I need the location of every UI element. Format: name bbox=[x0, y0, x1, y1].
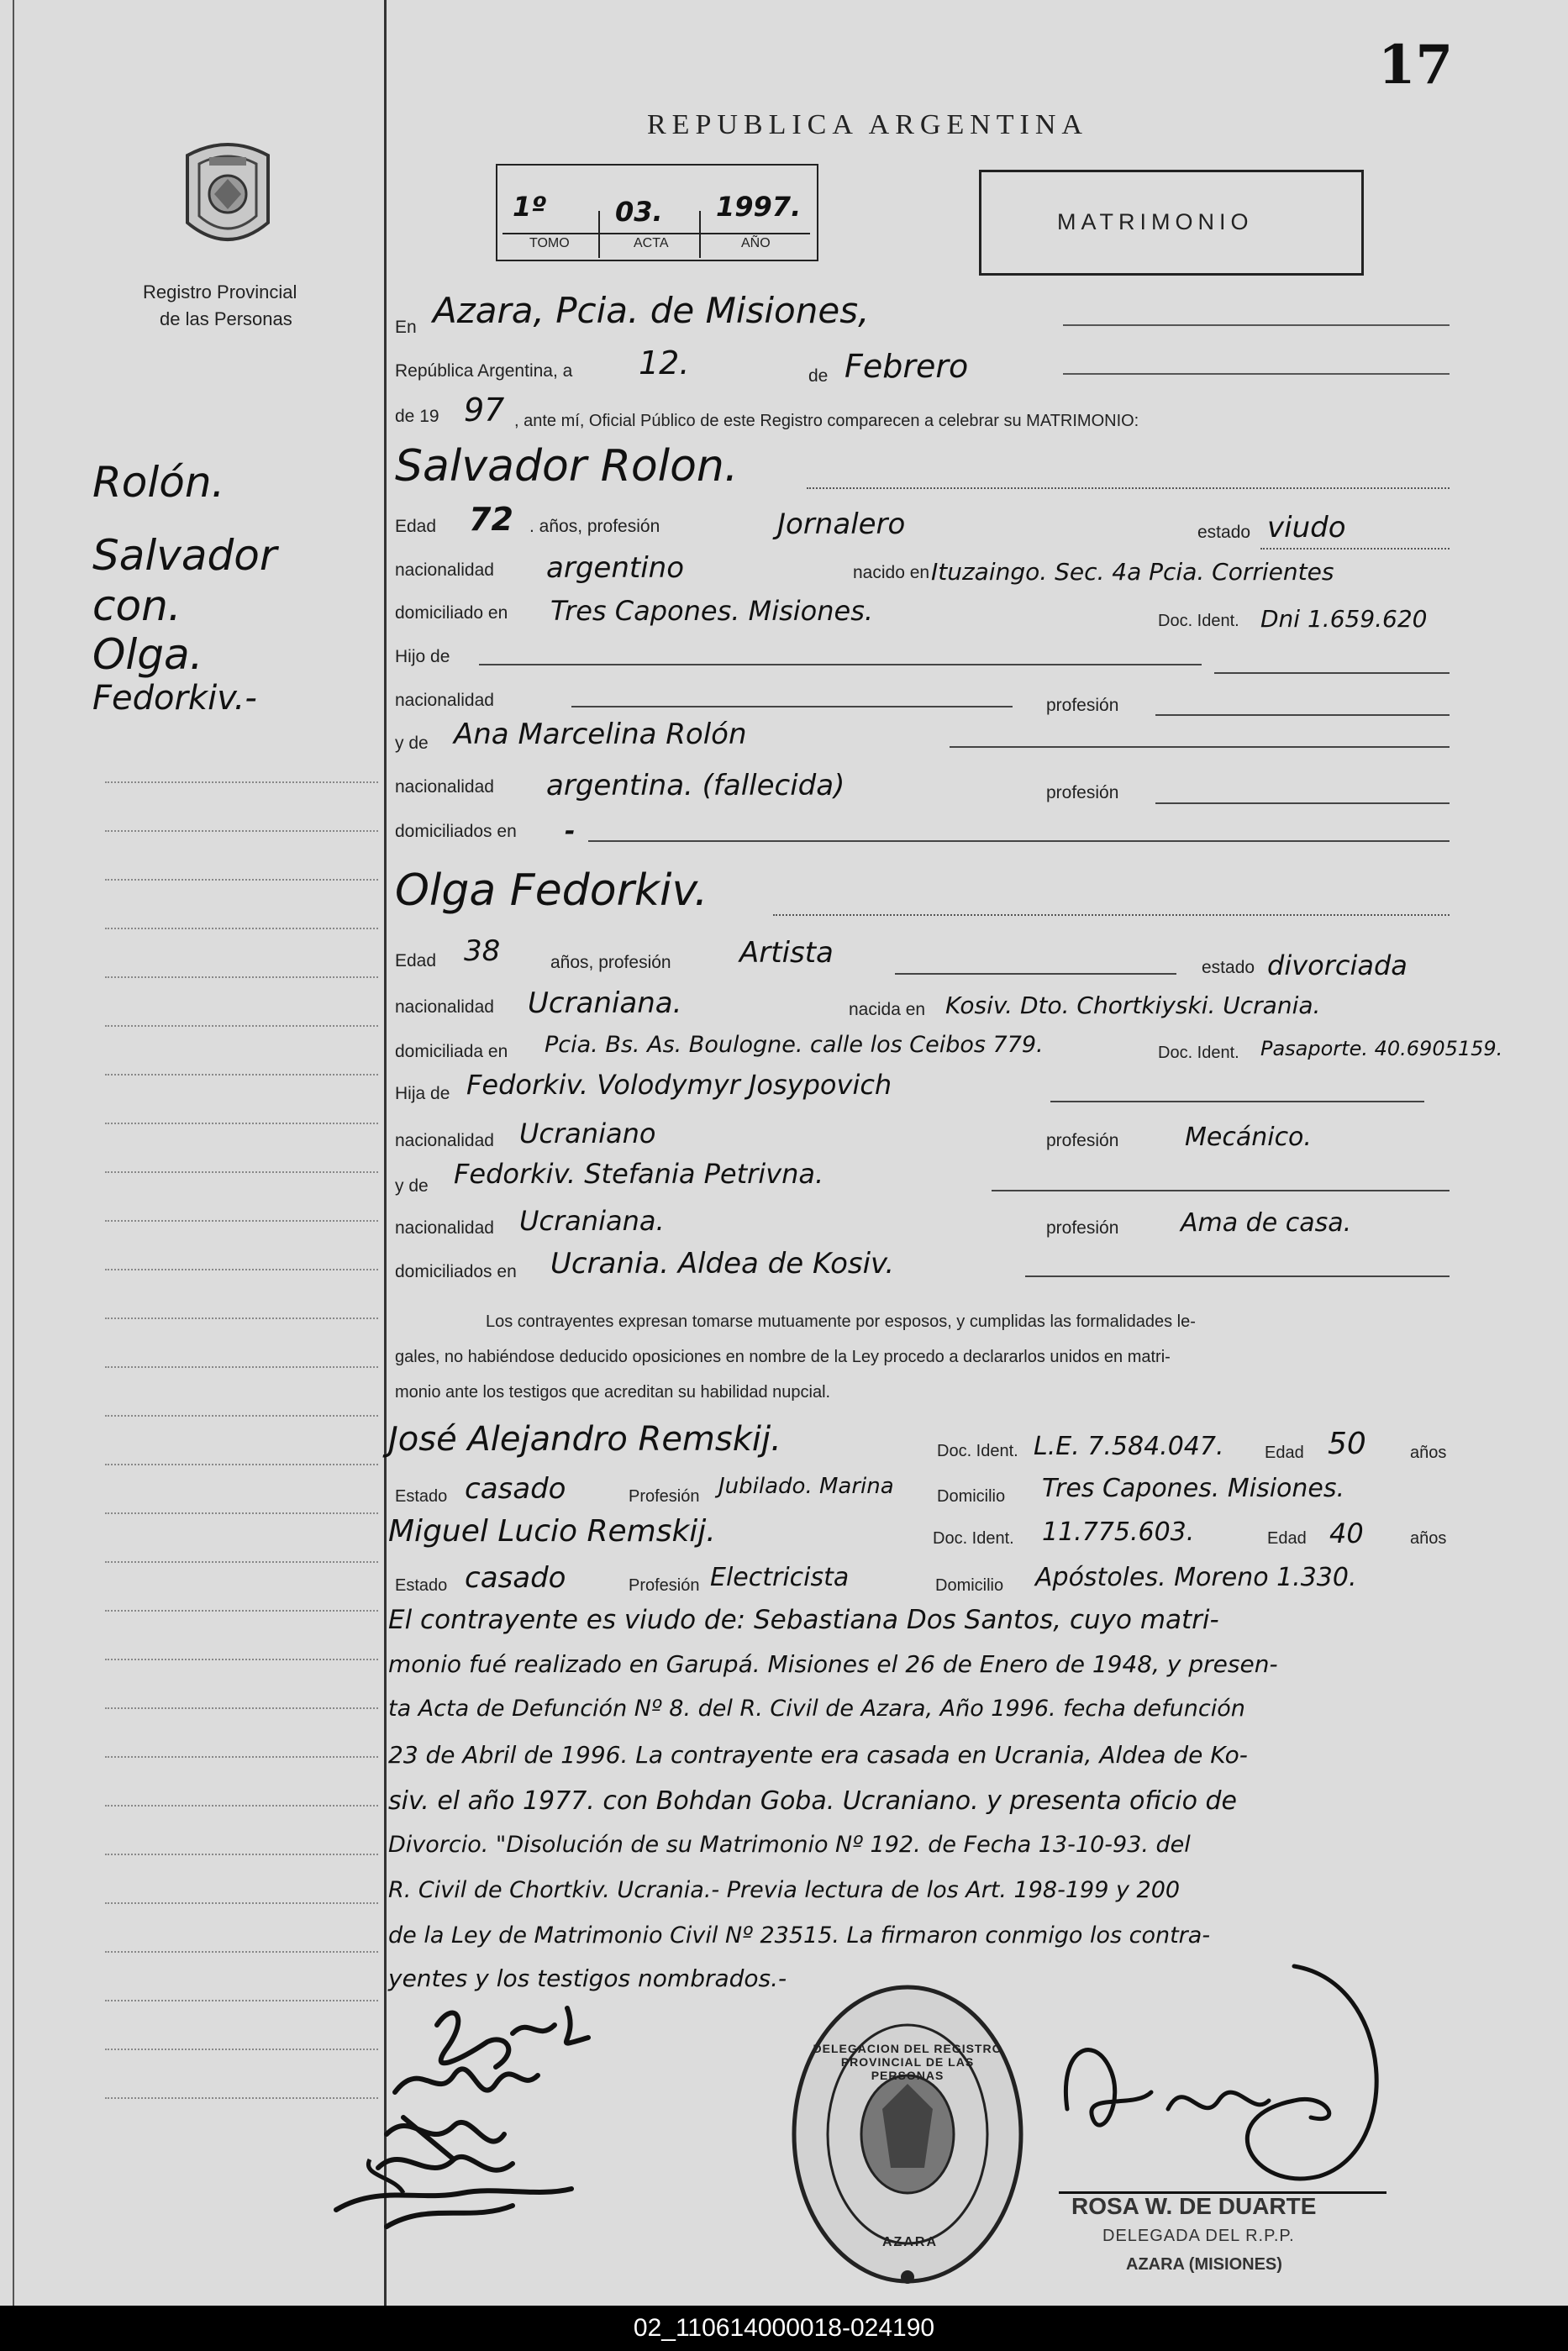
declaration-line-3: monio ante los testigos que acreditan su habilidad nupcial. bbox=[395, 1383, 831, 1402]
groom-doc: Dni 1.659.620 bbox=[1260, 605, 1428, 633]
groom-nacido-en: Ituzaingo. Sec. 4a Pcia. Corrientes bbox=[931, 558, 1334, 586]
note-line-1: El contrayente es viudo de: Sebastiana Dos Santos, cuyo matri- bbox=[388, 1605, 1219, 1635]
margin-note-1: Rolón. bbox=[92, 458, 225, 507]
note-line-2: monio fué realizado en Garupá. Misiones el 26 de Enero de 1948, y presen- bbox=[388, 1650, 1278, 1678]
groom-madre-prof-label: profesión bbox=[1046, 783, 1119, 802]
witness1-doc-label: Doc. Ident. bbox=[937, 1442, 1018, 1460]
parties-signatures bbox=[328, 1991, 681, 2243]
bride-edad-label: Edad bbox=[395, 951, 437, 970]
witness2-doc: 11.775.603. bbox=[1042, 1517, 1195, 1547]
note-line-7: R. Civil de Chortkiv. Ucrania.- Previa lectura de los Art. 198-199 y 200 bbox=[388, 1877, 1181, 1903]
witness1-edad-label: Edad bbox=[1265, 1444, 1304, 1462]
witness2-prof-label: Profesión bbox=[629, 1576, 700, 1595]
bride-doc-label: Doc. Ident. bbox=[1158, 1044, 1239, 1062]
witness1-domicilio: Tres Capones. Misiones. bbox=[1042, 1474, 1345, 1503]
bride-padre-profesion: Mecánico. bbox=[1185, 1123, 1312, 1152]
bride-estado-label: estado bbox=[1202, 958, 1255, 977]
bride-nacionalidad: Ucraniana. bbox=[528, 986, 682, 1020]
acta-value: 03. bbox=[615, 196, 663, 228]
page-number: 17 bbox=[1378, 34, 1454, 97]
groom-edad-label: Edad bbox=[395, 517, 437, 536]
bride-name: Olga Fedorkiv. bbox=[395, 865, 708, 916]
groom-name: Salvador Rolon. bbox=[395, 441, 739, 492]
bride-padre-nacionalidad: Ucraniano bbox=[519, 1118, 656, 1149]
bride-padre-nac-label: nacionalidad bbox=[395, 1131, 494, 1150]
bride-madre-nac-label: nacionalidad bbox=[395, 1218, 494, 1238]
tomo-value: 1º bbox=[513, 191, 547, 223]
intro-text: , ante mí, Oficial Público de este Registro comparecen a celebrar su MATRIMONIO: bbox=[514, 412, 1139, 430]
year-suffix-value: 97 bbox=[464, 392, 505, 429]
bride-nacida-label: nacida en bbox=[849, 1000, 926, 1019]
groom-nac-label: nacionalidad bbox=[395, 560, 494, 580]
witness2-estado: casado bbox=[465, 1561, 566, 1595]
note-line-6: Divorcio. "Disolución de su Matrimonio Nº 192. de Fecha 13-10-93. del bbox=[388, 1832, 1191, 1858]
witness1-estado-label: Estado bbox=[395, 1487, 448, 1506]
note-line-5: siv. el año 1977. con Bohdan Goba. Ucraniano. y presenta oficio de bbox=[388, 1786, 1238, 1816]
groom-edad: 72 bbox=[469, 501, 513, 538]
groom-madre-nac-label: nacionalidad bbox=[395, 777, 494, 797]
groom-padres-dom-label: domiciliados en bbox=[395, 822, 517, 841]
witness2-name: Miguel Lucio Remskij. bbox=[388, 1514, 716, 1549]
witness1-doc: L.E. 7.584.047. bbox=[1034, 1432, 1224, 1461]
margin-note-5: Fedorkiv.- bbox=[92, 679, 257, 718]
note-line-4: 23 de Abril de 1996. La contrayente era casada en Ucrania, Aldea de Ko- bbox=[388, 1741, 1248, 1769]
stamp-ring-text: DELEGACION DEL REGISTRO PROVINCIAL DE LAS PERSONAS bbox=[813, 2042, 1002, 2082]
registry-name-line1: Registro Provincial bbox=[143, 281, 297, 302]
bride-madre-profesion: Ama de casa. bbox=[1181, 1208, 1352, 1238]
bride-madre-nacionalidad: Ucraniana. bbox=[519, 1205, 665, 1237]
image-id-footer: 02_110614000018-024190 bbox=[0, 2306, 1568, 2351]
margin-note-4: Olga. bbox=[92, 630, 203, 679]
bride-nac-label: nacionalidad bbox=[395, 997, 494, 1017]
groom-padres-domicilio: - bbox=[565, 817, 576, 846]
bride-hija-label: Hija de bbox=[395, 1084, 450, 1103]
witness2-edad-label: Edad bbox=[1267, 1529, 1307, 1548]
groom-estado-label: estado bbox=[1197, 523, 1251, 542]
witness1-profesion: Jubilado. Marina bbox=[718, 1474, 894, 1499]
left-edge-rule bbox=[13, 0, 14, 2306]
en-label: En bbox=[395, 318, 417, 337]
official-title: DELEGADA DEL R.P.P. bbox=[1102, 2227, 1295, 2245]
margin-note-2: Salvador bbox=[92, 531, 277, 580]
bride-anos-label: años, profesión bbox=[550, 953, 671, 972]
witness2-profesion: Electricista bbox=[710, 1563, 850, 1592]
groom-padre-prof-label: profesión bbox=[1046, 696, 1119, 715]
declaration-line-2: gales, no habiéndose deducido oposiciones en nombre de la Ley procedo a declararlos unidos en matri- bbox=[395, 1348, 1171, 1366]
record-number-box bbox=[496, 164, 818, 261]
witness1-anos-label: años bbox=[1410, 1444, 1447, 1462]
document-title: REPUBLICA ARGENTINA bbox=[647, 109, 1088, 140]
groom-madre-nacionalidad: argentina. (fallecida) bbox=[546, 769, 845, 802]
witness2-edad: 40 bbox=[1329, 1517, 1364, 1549]
year-prefix-label: de 19 bbox=[395, 407, 439, 426]
tomo-label: TOMO bbox=[529, 236, 570, 250]
acta-label: ACTA bbox=[634, 236, 669, 250]
groom-dom-label: domiciliado en bbox=[395, 603, 508, 623]
day-value: 12. bbox=[639, 344, 690, 381]
republica-label: República Argentina, a bbox=[395, 361, 573, 381]
groom-padre-nac-label: nacionalidad bbox=[395, 691, 494, 710]
groom-profesion: Jornalero bbox=[777, 508, 906, 541]
bride-profesion: Artista bbox=[739, 936, 834, 970]
groom-estado: viudo bbox=[1267, 511, 1346, 544]
bride-y-de-label: y de bbox=[395, 1176, 429, 1196]
bride-madre-prof-label: profesión bbox=[1046, 1218, 1119, 1238]
witness1-dom-label: Domicilio bbox=[937, 1487, 1006, 1506]
note-line-9: yentes y los testigos nombrados.- bbox=[388, 1964, 787, 1992]
registry-name-line2: de las Personas bbox=[160, 308, 292, 329]
groom-anos-label: . años, profesión bbox=[529, 517, 660, 536]
witness1-estado: casado bbox=[465, 1472, 566, 1506]
official-name: ROSA W. DE DUARTE bbox=[1071, 2193, 1317, 2219]
groom-nacido-label: nacido en bbox=[853, 563, 930, 582]
bride-padres-dom-label: domiciliados en bbox=[395, 1262, 517, 1281]
note-line-8: de la Ley de Matrimonio Civil Nº 23515. La firmaron conmigo los contra- bbox=[388, 1922, 1211, 1949]
groom-domicilio: Tres Capones. Misiones. bbox=[550, 595, 874, 627]
groom-nacionalidad: argentino bbox=[546, 551, 684, 585]
bride-padre: Fedorkiv. Volodymyr Josypovich bbox=[466, 1069, 892, 1101]
groom-doc-label: Doc. Ident. bbox=[1158, 612, 1239, 630]
registry-seal-icon bbox=[181, 139, 275, 256]
bride-padre-prof-label: profesión bbox=[1046, 1131, 1119, 1150]
official-place: AZARA (MISIONES) bbox=[1126, 2255, 1282, 2274]
bride-nacida-en: Kosiv. Dto. Chortkiyski. Ucrania. bbox=[945, 991, 1321, 1019]
bride-edad: 38 bbox=[464, 934, 501, 968]
witness1-name: José Alejandro Remskij. bbox=[388, 1420, 781, 1459]
witness1-prof-label: Profesión bbox=[629, 1487, 700, 1506]
stamp-bottom-text: AZARA bbox=[882, 2235, 938, 2249]
bride-madre: Fedorkiv. Stefania Petrivna. bbox=[454, 1158, 824, 1190]
note-line-3: ta Acta de Defunción Nº 8. del R. Civil de Azara, Año 1996. fecha defunción bbox=[388, 1696, 1245, 1722]
witness1-edad: 50 bbox=[1328, 1427, 1366, 1461]
bride-domicilio: Pcia. Bs. As. Boulogne. calle los Ceibos 779. bbox=[545, 1032, 1044, 1058]
witness2-doc-label: Doc. Ident. bbox=[933, 1529, 1014, 1548]
witness2-domicilio: Apóstoles. Moreno 1.330. bbox=[1035, 1563, 1357, 1592]
witness2-estado-label: Estado bbox=[395, 1576, 448, 1595]
bride-doc: Pasaporte. 40.6905159. bbox=[1260, 1037, 1503, 1060]
groom-hijo-label: Hijo de bbox=[395, 647, 450, 666]
month-value: Febrero bbox=[845, 348, 969, 385]
witness2-anos-label: años bbox=[1410, 1529, 1447, 1548]
margin-note-3: con. bbox=[92, 581, 182, 630]
official-signature bbox=[1042, 1949, 1412, 2193]
ano-label: AÑO bbox=[741, 236, 771, 250]
margin-rule bbox=[384, 0, 387, 2306]
place-value: Azara, Pcia. de Misiones, bbox=[433, 290, 870, 331]
groom-y-de-label: y de bbox=[395, 734, 429, 753]
ano-value: 1997. bbox=[716, 191, 802, 223]
bride-padres-domicilio: Ucrania. Aldea de Kosiv. bbox=[550, 1247, 895, 1281]
bride-dom-label: domiciliada en bbox=[395, 1042, 508, 1061]
de-label: de bbox=[808, 366, 829, 386]
declaration-line-1: Los contrayentes expresan tomarse mutuamente por esposos, y cumplidas las formalidades le- bbox=[486, 1312, 1196, 1331]
act-type-box bbox=[979, 170, 1364, 276]
act-type-label: MATRIMONIO bbox=[1057, 209, 1254, 234]
bride-estado: divorciada bbox=[1267, 949, 1408, 981]
witness2-dom-label: Domicilio bbox=[935, 1576, 1004, 1595]
groom-madre: Ana Marcelina Rolón bbox=[454, 718, 747, 751]
